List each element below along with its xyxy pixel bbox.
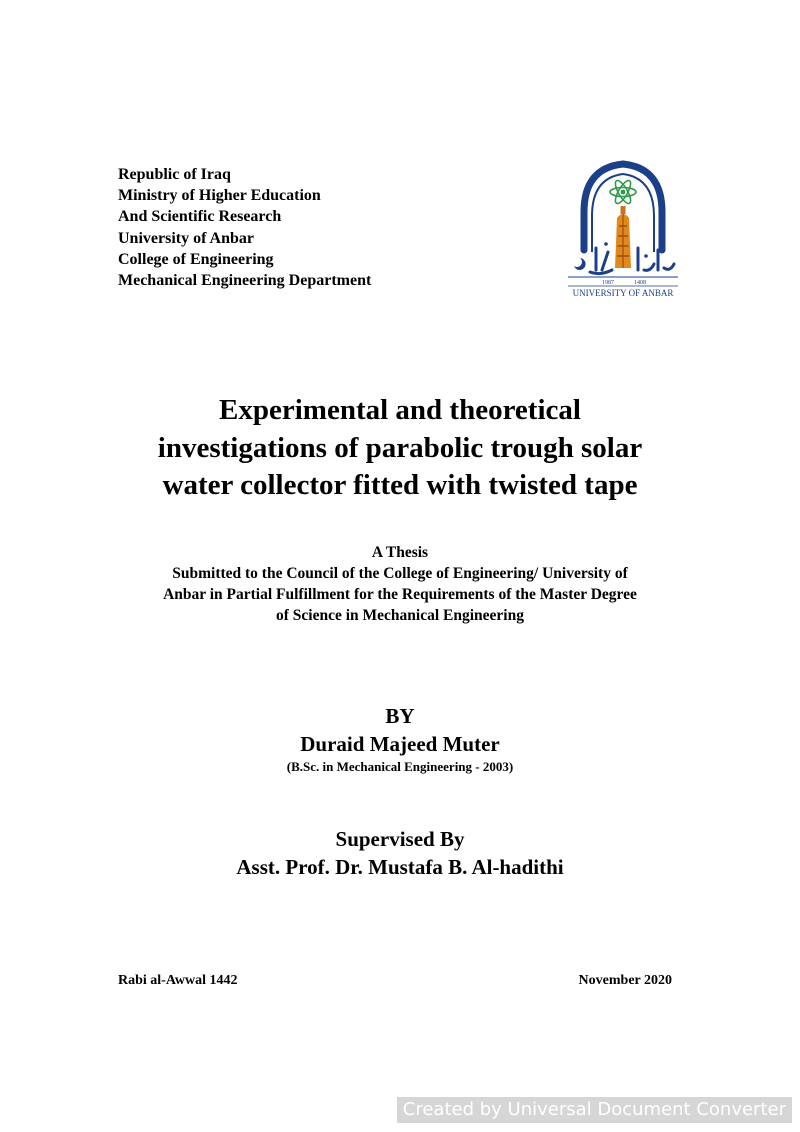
- thesis-title: [0, 392, 800, 505]
- thesis-line: Submitted to the Council of the College of Engineering/ University of: [172, 565, 628, 582]
- converter-watermark: Created by Universal Document Converter: [397, 1097, 792, 1123]
- gregorian-date: November 2020: [578, 973, 672, 988]
- logo-year-left: 1987: [602, 280, 614, 286]
- author-name: Duraid Majeed Muter: [300, 732, 500, 756]
- supervised-by-label: Supervised By: [335, 827, 465, 851]
- hijri-date: Rabi al-Awwal 1442: [118, 973, 238, 988]
- title-line: Experimental and theoretical: [219, 394, 581, 426]
- supervisor-name: Asst. Prof. Dr. Mustafa B. Al-hadithi: [236, 855, 564, 879]
- logo-year-right: 1408: [634, 280, 646, 286]
- university-logo: [562, 160, 684, 300]
- title-line: investigations of parabolic trough solar: [157, 431, 643, 464]
- author-block: [0, 702, 800, 776]
- thesis-line: of Science in Mechanical Engineering: [276, 607, 524, 624]
- institution-header: [118, 164, 371, 291]
- institution-line-college: College of Engineering: [118, 250, 274, 268]
- thesis-label: A Thesis: [371, 544, 429, 561]
- institution-line-ministry: Ministry of Higher Education: [118, 187, 321, 205]
- supervisor-block: [0, 825, 800, 881]
- thesis-statement: [0, 542, 800, 626]
- institution-line-department: Mechanical Engineering Department: [118, 272, 372, 290]
- title-line: water collector fitted with twisted tape: [162, 469, 638, 501]
- author-degree: (B.Sc. in Mechanical Engineering - 2003): [286, 759, 514, 774]
- logo-crescent-icon: [574, 258, 586, 270]
- logo-caption: UNIVERSITY OF ANBAR: [572, 288, 674, 298]
- by-label: BY: [385, 704, 415, 728]
- institution-line-country: Republic of Iraq: [118, 166, 231, 183]
- institution-line-university: University of Anbar: [118, 229, 254, 247]
- institution-line-research: And Scientific Research: [118, 208, 282, 226]
- logo-tower-icon: [615, 206, 631, 268]
- thesis-line: Anbar in Partial Fulfillment for the Requirements of the Master Degree: [163, 586, 637, 603]
